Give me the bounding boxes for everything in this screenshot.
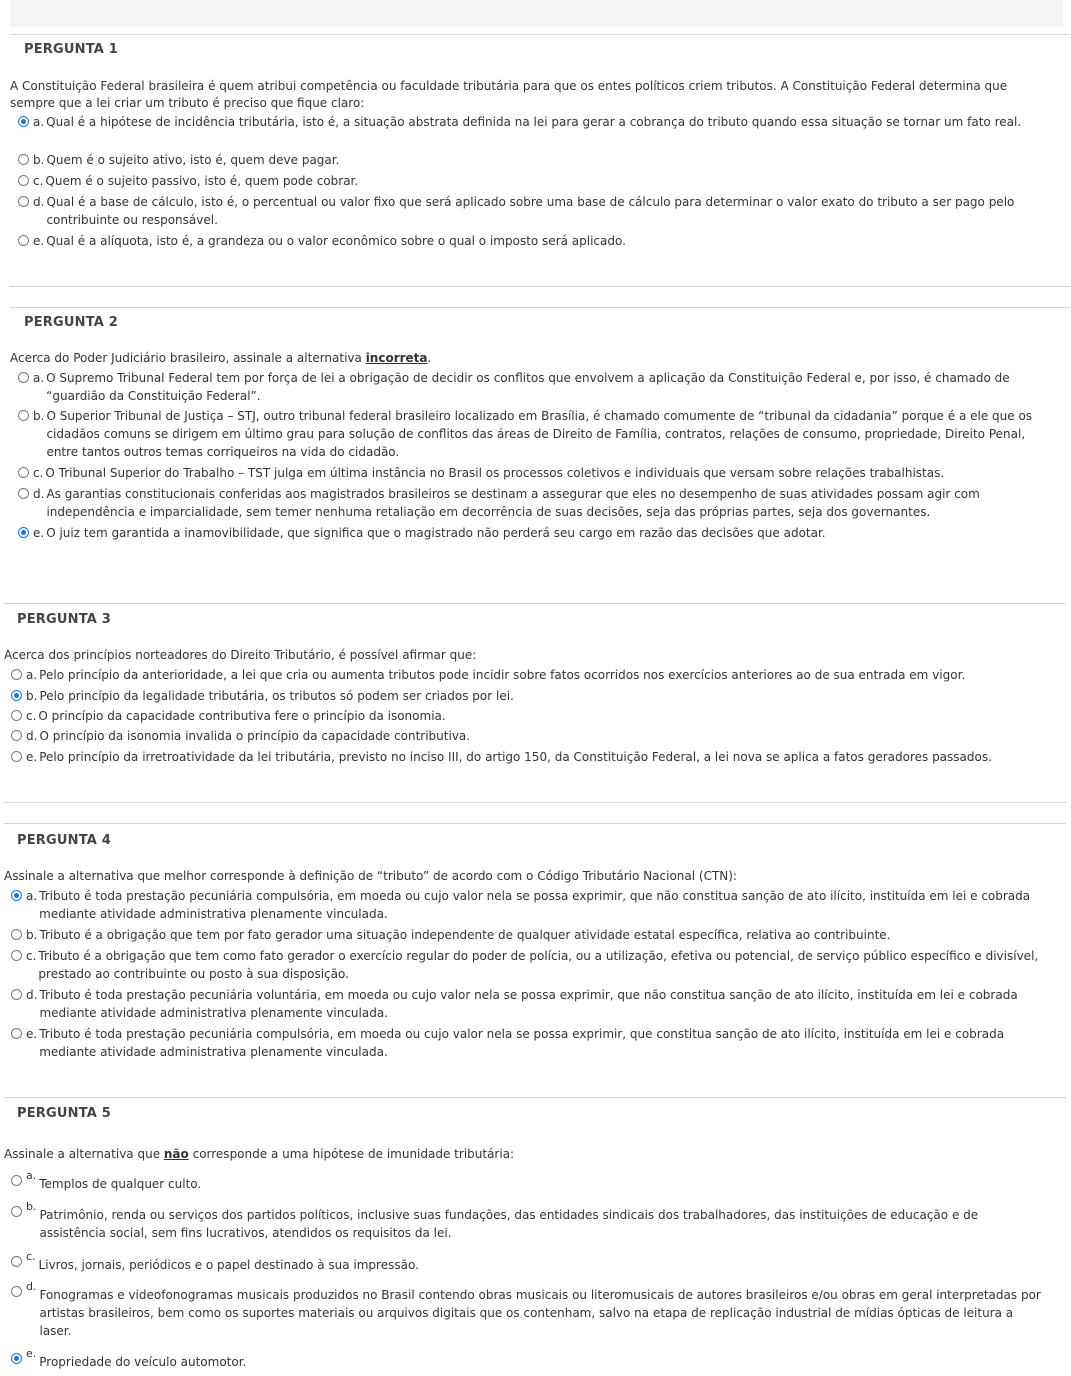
question-4-divider: [4, 823, 1066, 824]
question-3-option-a[interactable]: [11, 666, 1051, 684]
option-letter: b.: [33, 153, 45, 167]
stem-text: Assinale a alternativa que: [4, 1147, 164, 1161]
question-2-option-a[interactable]: [18, 369, 1048, 405]
option-text: Tributo é a obrigação que tem como fato gerador o exercício regular do poder de polícia, ou a utilização, efetiva ou potencial, de serviço público específico e divisível, prestado ao contribuinte ou posto à sua disposição.: [38, 949, 1039, 981]
question-1-option-e[interactable]: [18, 232, 1048, 250]
option-letter: c.: [33, 466, 44, 480]
stem-text-end: .: [427, 351, 432, 365]
question-3-end-divider: [4, 802, 1066, 803]
option-letter: d.: [26, 1280, 37, 1293]
option-letter: c.: [26, 949, 37, 963]
question-5-option-b[interactable]: [11, 1200, 1041, 1242]
question-5-option-a[interactable]: [11, 1169, 1041, 1193]
option-text: As garantias constitucionais conferidas aos magistrados brasileiros se destinam a assegurar que eles no desempenho de suas atividades possam agir com independência e imparcialidade, sem temer nenhuma retaliação em decorrência de suas decisões, seja das próprias partes, seja dos governantes.: [46, 487, 980, 519]
question-5-option-e[interactable]: [11, 1347, 1041, 1371]
question-4-title: PERGUNTA 4: [17, 833, 112, 848]
option-text: Propriedade do veículo automotor.: [39, 1355, 247, 1369]
radio-icon[interactable]: [18, 154, 29, 165]
question-1-option-c[interactable]: [18, 172, 1048, 190]
radio-icon[interactable]: [11, 1028, 22, 1039]
stem-text-end: corresponde a uma hipótese de imunidade tributária:: [188, 1147, 515, 1161]
option-text: Tributo é toda prestação pecuniária compulsória, em moeda ou cujo valor nela se possa exprimir, que constitua sanção de ato ilícito, instituída em lei e cobrada mediante atividade administrativa plenamente vinculada.: [39, 1027, 1005, 1059]
question-1-option-d[interactable]: [18, 193, 1048, 229]
question-4-stem: Assinale a alternativa que melhor corresponde à definição de “tributo” de acordo com o Código Tributário Nacional (CTN):: [4, 869, 737, 883]
radio-selected-icon[interactable]: [18, 116, 29, 127]
question-1-option-b[interactable]: [18, 151, 1048, 169]
option-letter: c.: [33, 174, 44, 188]
question-1-stem: A Constituição Federal brasileira é quem atribui competência ou faculdade tributária para que os entes políticos criem tributos. A Constituição Federal determina que sempre que a lei criar um tributo é preciso que fique claro:: [10, 79, 1008, 110]
radio-icon[interactable]: [18, 467, 29, 478]
radio-selected-icon[interactable]: [11, 890, 22, 901]
radio-icon[interactable]: [11, 1286, 22, 1297]
radio-selected-icon[interactable]: [11, 1353, 22, 1364]
question-3-option-e[interactable]: [11, 748, 1056, 766]
question-4-option-a[interactable]: [11, 887, 1041, 923]
option-letter: e.: [26, 1347, 37, 1360]
option-letter: a.: [26, 889, 38, 903]
question-4-option-e[interactable]: [11, 1025, 1051, 1061]
option-text: Tributo é toda prestação pecuniária voluntária, em moeda ou cujo valor nela se possa exprimir, que não constitua sanção de ato ilícito, instituída em lei e cobrada mediante atividade administrativa plenamente vinculada.: [39, 988, 1018, 1020]
radio-icon[interactable]: [18, 196, 29, 207]
option-letter: a.: [26, 668, 38, 682]
option-text: Quem é o sujeito passivo, isto é, quem pode cobrar.: [45, 174, 359, 188]
radio-icon[interactable]: [11, 989, 22, 1000]
question-1-divider: [10, 34, 1070, 35]
option-letter: c.: [26, 1250, 36, 1263]
radio-icon[interactable]: [11, 1175, 22, 1186]
question-5-divider: [4, 1097, 1066, 1098]
option-letter: a.: [33, 371, 45, 385]
option-text: Livros, jornais, periódicos e o papel destinado à sua impressão.: [38, 1258, 419, 1272]
option-letter: e.: [26, 750, 38, 764]
option-text: O Supremo Tribunal Federal tem por força de lei a obrigação de decidir os conflitos que envolvem a aplicação da Constituição Federal e, por isso, é chamado de “guardião da Constituição Federal”.: [46, 371, 1010, 403]
radio-selected-icon[interactable]: [18, 527, 29, 538]
question-4-option-c[interactable]: [11, 947, 1041, 983]
question-2-option-b[interactable]: [18, 407, 1048, 461]
question-2-stem: [10, 350, 1050, 367]
option-text: Tributo é a obrigação que tem por fato gerador uma situação independente de qualquer atividade estatal específica, relativa ao contribuinte.: [39, 928, 891, 942]
option-text: Tributo é toda prestação pecuniária compulsória, em moeda ou cujo valor nela se possa exprimir, que não constitua sanção de ato ilícito, instituída em lei e cobrada mediante atividade administrativa plenamente vinculada.: [39, 889, 1031, 921]
question-5-option-c[interactable]: [11, 1250, 1041, 1274]
option-letter: b.: [26, 689, 38, 703]
question-3-option-d[interactable]: [11, 727, 1051, 745]
option-letter: b.: [26, 1200, 37, 1213]
option-letter: b.: [26, 928, 38, 942]
option-text: Patrimônio, renda ou serviços dos partidos políticos, inclusive suas fundações, das entidades sindicais dos trabalhadores, das instituições de educação e de assistência social, sem fins lucrativos, atendidos os requisitos da lei.: [39, 1208, 979, 1240]
radio-icon[interactable]: [18, 372, 29, 383]
option-text: Quem é o sujeito ativo, isto é, quem deve pagar.: [46, 153, 340, 167]
question-1-option-a[interactable]: [18, 113, 1048, 131]
question-2-option-c[interactable]: [18, 464, 1048, 482]
option-letter: e.: [33, 234, 45, 248]
question-4-option-d[interactable]: [11, 986, 1041, 1022]
radio-icon[interactable]: [11, 929, 22, 940]
stem-emphasis: incorreta: [365, 351, 428, 365]
option-text: Templos de qualquer culto.: [39, 1177, 202, 1191]
radio-icon[interactable]: [11, 710, 22, 721]
option-text: O juiz tem garantida a inamovibilidade, que significa que o magistrado não perderá seu cargo em razão das decisões que adotar.: [46, 526, 826, 540]
question-3-option-b[interactable]: [11, 687, 1051, 705]
question-3-title: PERGUNTA 3: [17, 612, 112, 627]
question-2-option-e[interactable]: [18, 524, 1048, 542]
question-3-option-c[interactable]: [11, 707, 1051, 725]
question-4-option-b[interactable]: [11, 926, 1041, 944]
radio-icon[interactable]: [11, 730, 22, 741]
question-3-divider: [4, 603, 1066, 604]
stem-emphasis: não: [163, 1147, 189, 1161]
question-2-divider: [10, 307, 1070, 308]
option-letter: d.: [26, 988, 38, 1002]
question-2-option-d[interactable]: [18, 485, 1048, 521]
question-5-stem: [4, 1146, 1044, 1163]
option-text: Pelo princípio da irretroatividade da lei tributária, previsto no inciso III, do artigo 150, da Constituição Federal, a lei nova se aplica a fatos geradores passados.: [39, 750, 992, 764]
option-text: Pelo princípio da legalidade tributária, os tributos só podem ser criados por lei.: [39, 689, 514, 703]
option-text: Qual é a alíquota, isto é, a grandeza ou o valor econômico sobre o qual o imposto será aplicado.: [46, 234, 626, 248]
option-letter: e.: [33, 526, 45, 540]
option-text: O Superior Tribunal de Justiça – STJ, outro tribunal federal brasileiro localizado em Brasília, é chamado comumente de “tribunal da cidadania” porque é a ele que os cidadãos comuns se dirigem em último grau para solução de conflitos das áreas de Direito de Família, contratos, relações de consumo, propriedade, Direito Penal, entre tantos outros temas corriqueiros na vida do cidadão.: [46, 409, 1033, 459]
radio-icon[interactable]: [18, 235, 29, 246]
question-5-option-d[interactable]: [11, 1280, 1041, 1340]
stem-text: Acerca do Poder Judiciário brasileiro, assinale a alternativa: [10, 351, 366, 365]
option-text: Pelo princípio da anterioridade, a lei que cria ou aumenta tributos pode incidir sobre fatos ocorridos nos exercícios anteriores ao de sua entrada em vigor.: [39, 668, 966, 682]
option-letter: d.: [26, 729, 38, 743]
radio-icon[interactable]: [11, 1256, 22, 1267]
radio-icon[interactable]: [11, 950, 22, 961]
option-letter: a.: [33, 115, 45, 129]
option-letter: b.: [33, 409, 45, 423]
option-letter: c.: [26, 709, 37, 723]
radio-icon[interactable]: [11, 751, 22, 762]
option-letter: d.: [33, 487, 45, 501]
option-letter: a.: [26, 1169, 37, 1182]
option-text: Fonogramas e videofonogramas musicais produzidos no Brasil contendo obras musicais ou literomusicais de autores brasileiros e/ou obras em geral interpretadas por artistas brasileiros, bem como os suportes materiais ou arquivos digitais que os contenham, salvo na etapa de replicação industrial de mídias ópticas de leitura a laser.: [39, 1288, 1041, 1338]
radio-icon[interactable]: [18, 488, 29, 499]
radio-selected-icon[interactable]: [11, 690, 22, 701]
radio-icon[interactable]: [11, 1206, 22, 1217]
question-1-end-divider: [10, 286, 1070, 287]
option-text: O princípio da isonomia invalida o princípio da capacidade contributiva.: [39, 729, 471, 743]
radio-icon[interactable]: [18, 410, 29, 421]
question-1-title: PERGUNTA 1: [24, 42, 119, 57]
question-5-title: PERGUNTA 5: [17, 1106, 112, 1121]
question-2-title: PERGUNTA 2: [24, 315, 119, 330]
radio-icon[interactable]: [18, 175, 29, 186]
radio-icon[interactable]: [11, 669, 22, 680]
option-letter: e.: [26, 1027, 38, 1041]
option-text: O Tribunal Superior do Trabalho – TST julga em última instância no Brasil os processos coletivos e individuais que versam sobre relações trabalhistas.: [45, 466, 945, 480]
top-bar: [10, 0, 1063, 27]
option-text: Qual é a base de cálculo, isto é, o percentual ou valor fixo que será aplicado sobre uma base de cálculo para determinar o valor exato do tributo a ser pago pelo contribuinte ou responsável.: [46, 195, 1015, 227]
question-3-stem: Acerca dos princípios norteadores do Direito Tributário, é possível afirmar que:: [4, 648, 477, 662]
option-text: O princípio da capacidade contributiva fere o princípio da isonomia.: [38, 709, 446, 723]
option-text: Qual é a hipótese de incidência tributária, isto é, a situação abstrata definida na lei para gerar a cobrança do tributo quando essa situação se tornar um fato real.: [46, 115, 1022, 129]
option-letter: d.: [33, 195, 45, 209]
